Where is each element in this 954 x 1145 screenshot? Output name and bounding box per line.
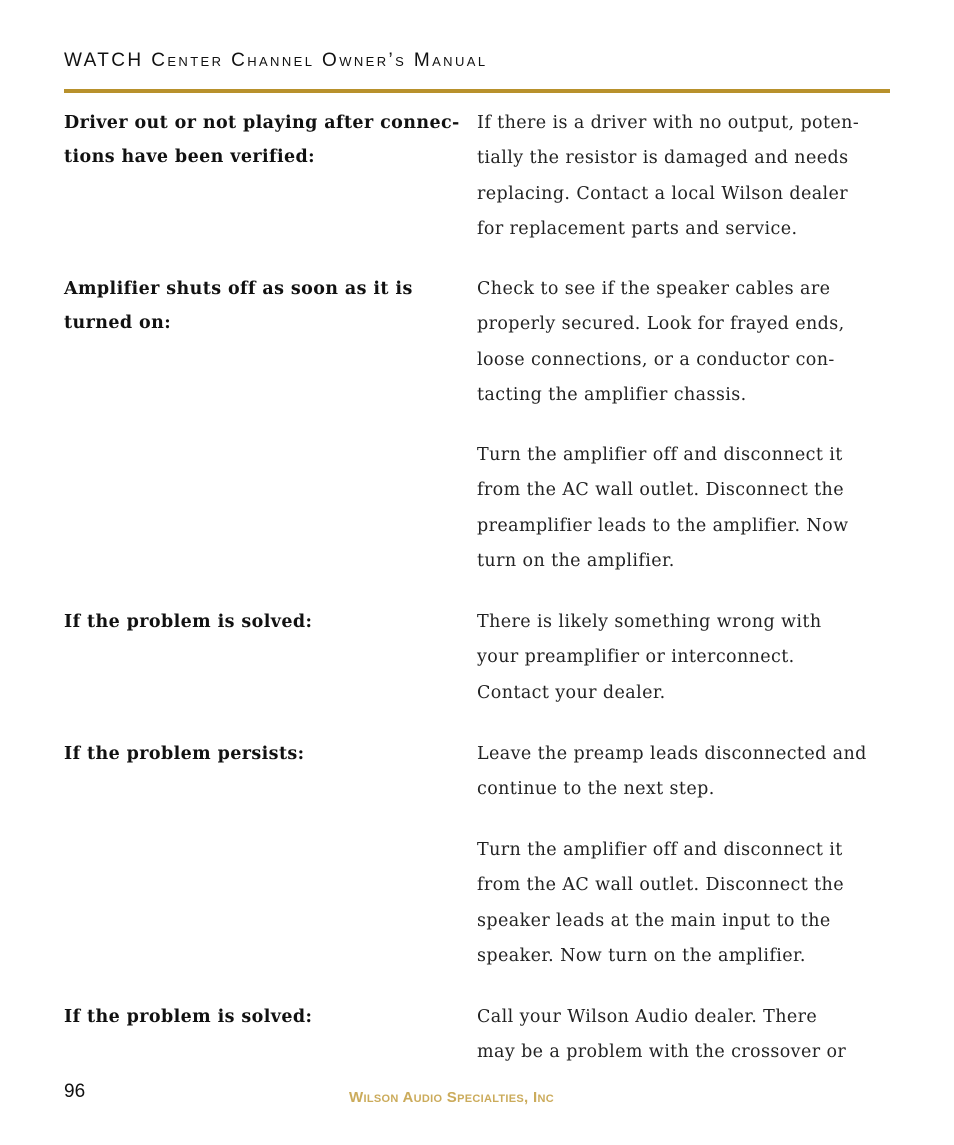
entry-answer bbox=[477, 438, 897, 579]
answer-line: Check to see if the speaker cables are bbox=[477, 279, 831, 299]
entry-answer bbox=[477, 605, 897, 711]
answer-line: Turn the amplifier off and disconnect it bbox=[477, 445, 843, 465]
answer-line: Call your Wilson Audio dealer. There bbox=[477, 1007, 818, 1027]
entry-question bbox=[64, 272, 474, 340]
page-header-title: WATCH Center Channel Owner’s Manual bbox=[64, 50, 488, 71]
entry-answer bbox=[477, 833, 897, 974]
answer-line: tacting the amplifier chassis. bbox=[477, 384, 747, 405]
entry-question bbox=[64, 106, 474, 174]
answer-line: loose connections, or a conductor con- bbox=[477, 349, 835, 370]
entry-answer bbox=[477, 106, 897, 247]
question-line: tions have been verified: bbox=[64, 147, 316, 167]
answer-line: Contact your dealer. bbox=[477, 682, 666, 703]
footer-company-name: Wilson Audio Specialties, Inc bbox=[349, 1089, 554, 1106]
answer-line: speaker. Now turn on the amplifier. bbox=[477, 945, 806, 966]
answer-line: speaker leads at the main input to the bbox=[477, 910, 831, 931]
answer-line: turn on the amplifier. bbox=[477, 550, 675, 571]
entry-question bbox=[64, 737, 474, 771]
question-line: If the problem persists: bbox=[64, 744, 305, 764]
answer-line: continue to the next step. bbox=[477, 779, 715, 800]
answer-line: properly secured. Look for frayed ends, bbox=[477, 314, 845, 335]
entry-answer bbox=[477, 1000, 897, 1071]
answer-line: If there is a driver with no output, poten- bbox=[477, 113, 860, 133]
answer-line: replacing. Contact a local Wilson dealer bbox=[477, 183, 849, 204]
entry-answer bbox=[477, 737, 897, 808]
answer-line: Turn the amplifier off and disconnect it bbox=[477, 840, 843, 860]
answer-line: Leave the preamp leads disconnected and bbox=[477, 744, 867, 764]
answer-line: your preamplifier or interconnect. bbox=[477, 647, 795, 668]
question-line: If the problem is solved: bbox=[64, 612, 313, 632]
question-line: turned on: bbox=[64, 313, 172, 333]
question-line: If the problem is solved: bbox=[64, 1007, 313, 1027]
answer-line: for replacement parts and service. bbox=[477, 218, 798, 239]
page-number: 96 bbox=[64, 1081, 86, 1102]
header-divider-rule bbox=[64, 89, 890, 93]
question-line: Amplifier shuts off as soon as it is bbox=[64, 279, 413, 299]
answer-line: from the AC wall outlet. Disconnect the bbox=[477, 875, 844, 896]
entry-answer bbox=[477, 272, 897, 413]
question-line: Driver out or not playing after connec- bbox=[64, 113, 460, 133]
answer-line: preamplifier leads to the amplifier. Now bbox=[477, 515, 849, 536]
entry-question bbox=[64, 605, 474, 639]
answer-line: tially the resistor is damaged and needs bbox=[477, 148, 849, 169]
entry-question bbox=[64, 1000, 474, 1034]
answer-line: There is likely something wrong with bbox=[477, 612, 822, 632]
answer-line: may be a problem with the crossover or bbox=[477, 1042, 847, 1063]
answer-line: from the AC wall outlet. Disconnect the bbox=[477, 480, 844, 501]
